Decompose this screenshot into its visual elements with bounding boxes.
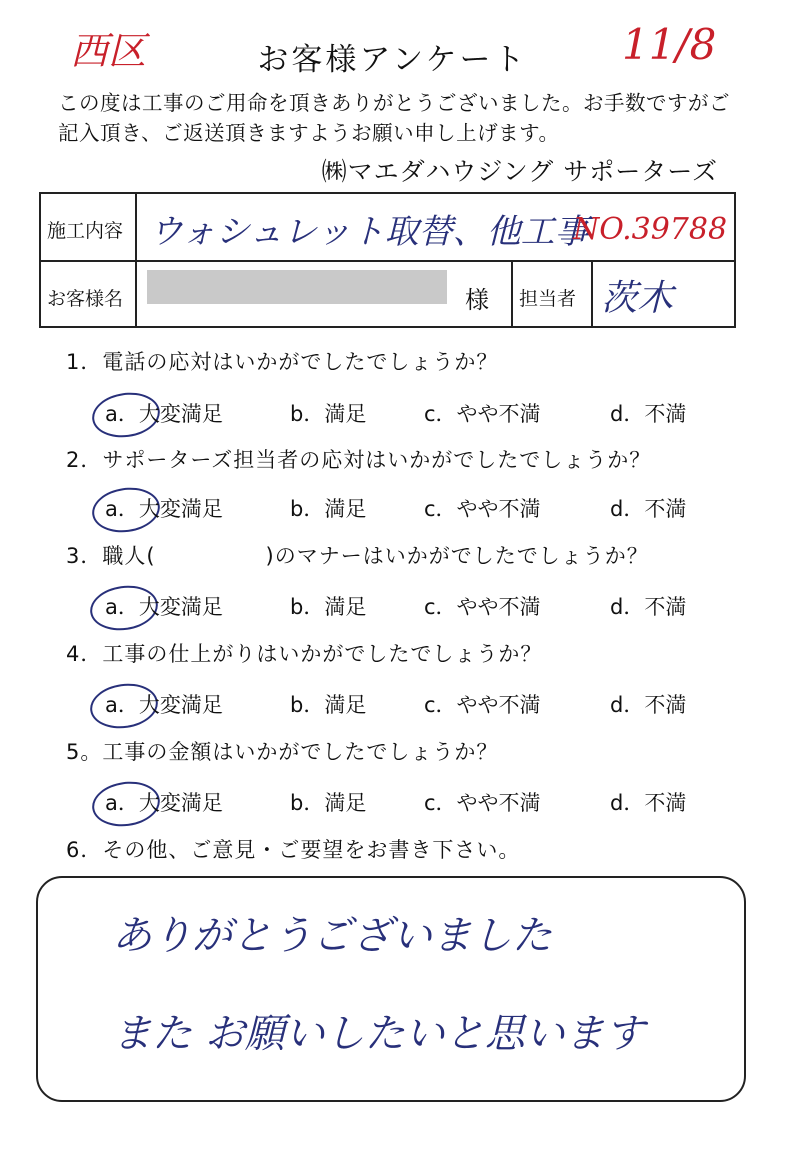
option-b[interactable]: b．満足 — [290, 402, 367, 426]
option-a[interactable]: a．大変満足 — [105, 791, 223, 815]
honorific: 様 — [465, 286, 489, 314]
staff-label: 担当者 — [519, 288, 577, 310]
option-d[interactable]: d．不満 — [610, 402, 687, 426]
work-label: 施工内容 — [47, 220, 124, 242]
option-b[interactable]: b．満足 — [290, 497, 367, 521]
option-a[interactable]: a．大変満足 — [105, 693, 223, 717]
question-1: 1．電話の応対はいかがでしたでしょうか？ — [66, 350, 499, 374]
option-b[interactable]: b．満足 — [290, 595, 367, 619]
question-3: 3．職人( )のマナーはいかがでしたでしょうか？ — [66, 544, 649, 568]
date-note: 11/8 — [622, 20, 717, 69]
option-c[interactable]: c．やや不満 — [424, 693, 541, 717]
option-c[interactable]: c．やや不満 — [424, 497, 541, 521]
customer-label: お客様名 — [47, 288, 124, 310]
staff-value[interactable]: 茨木 — [601, 278, 674, 319]
comment-line-1: ありがとうございました — [112, 913, 552, 959]
option-a[interactable]: a．大変満足 — [105, 402, 223, 426]
option-b[interactable]: b．満足 — [290, 791, 367, 815]
question-5: 5。工事の金額はいかがでしたでしょうか？ — [66, 740, 499, 764]
order-number: NO.39788 — [573, 212, 728, 247]
company-name: ㈱マエダハウジング サポーターズ — [321, 157, 718, 186]
intro-text: この度は工事のご用命を頂きありがとうございました。お手数ですがご記入頂き、ご返送頂きますようお願い申し上げます。 — [58, 91, 730, 145]
option-a[interactable]: a．大変満足 — [105, 595, 223, 619]
work-value[interactable]: ウォシュレット取替、他工事 — [149, 212, 589, 252]
option-c[interactable]: c．やや不満 — [424, 595, 541, 619]
question-4: 4．工事の仕上がりはいかがでしたでしょうか？ — [66, 642, 543, 666]
option-d[interactable]: d．不満 — [610, 791, 687, 815]
comment-line-2: また お願いしたいと思います — [112, 1011, 645, 1057]
comment-prompt: 6．その他、ご意見・ご要望をお書き下さい。 — [66, 838, 521, 862]
option-c[interactable]: c．やや不満 — [424, 402, 541, 426]
table-divider — [41, 260, 734, 262]
page-title: お客様アンケート — [257, 42, 528, 78]
table-divider — [135, 194, 137, 326]
district-note: 西区 — [70, 29, 147, 73]
info-table — [39, 192, 736, 328]
option-c[interactable]: c．やや不満 — [424, 791, 541, 815]
option-a[interactable]: a．大変満足 — [105, 497, 223, 521]
question-2: 2．サポーターズ担当者の応対はいかがでしたでしょうか？ — [66, 448, 652, 472]
table-divider — [591, 260, 593, 326]
table-divider — [511, 260, 513, 326]
redacted-customer-name — [147, 270, 447, 304]
comment-box[interactable] — [36, 876, 746, 1102]
option-d[interactable]: d．不満 — [610, 497, 687, 521]
option-d[interactable]: d．不満 — [610, 693, 687, 717]
option-d[interactable]: d．不満 — [610, 595, 687, 619]
option-b[interactable]: b．満足 — [290, 693, 367, 717]
